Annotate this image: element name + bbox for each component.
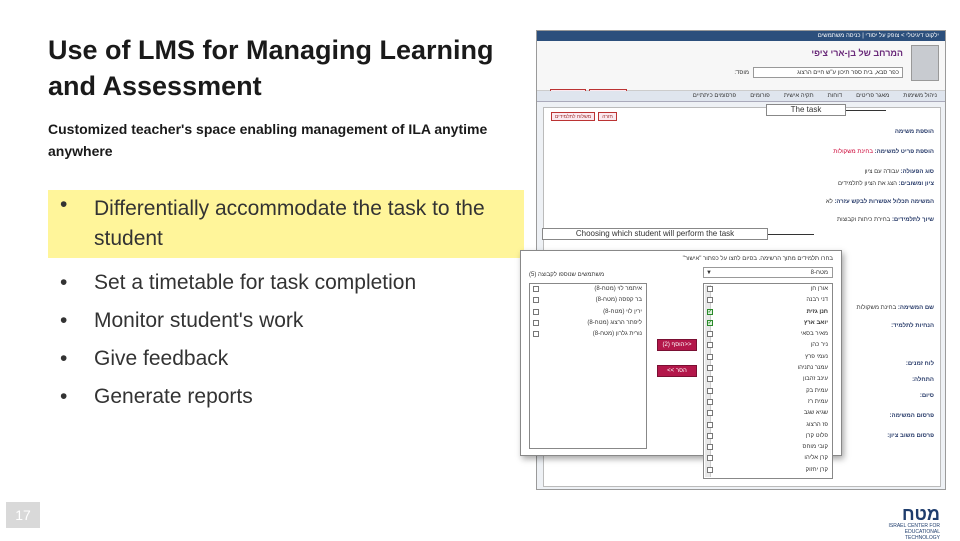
added-student-checkbox[interactable] xyxy=(533,320,539,326)
bullet-item: • Monitor student's work xyxy=(48,306,524,336)
institution-select[interactable]: כפר סבא, בית ספר תיכון ע"ש חיים הרצוג xyxy=(753,67,903,78)
form-row: ציון ומשובים: הצג את הציון לתלמידים xyxy=(838,181,934,187)
nav-item[interactable]: תקיה אישית xyxy=(783,93,814,99)
callout-task: The task xyxy=(766,104,846,116)
student-checkbox[interactable] xyxy=(707,399,713,405)
add-button[interactable]: הוסף (2)>> xyxy=(657,339,697,351)
student-checkbox[interactable] xyxy=(707,444,713,450)
form-row: הוספת משימה xyxy=(894,129,934,135)
student-checkbox[interactable] xyxy=(707,410,713,416)
student-name: עמית בק xyxy=(806,387,828,394)
student-name: שגיא שגב xyxy=(803,410,828,417)
dialog-hint: בחרו תלמידים מתוך הרשימה. בסיום לחצו על כפתור "אישור" xyxy=(682,256,833,262)
student-name: עינב זהבון xyxy=(803,376,828,383)
form-row: סוג הפעולה: עבודה עם ציון xyxy=(864,169,934,175)
student-item[interactable] xyxy=(704,307,832,318)
bullet-item: • Generate reports xyxy=(48,382,524,412)
student-name: פלוט קרן xyxy=(805,432,828,439)
group-dropdown[interactable]: מטח-8 ▼ xyxy=(703,267,833,278)
logo-mark: מטח xyxy=(901,504,940,524)
student-checkbox[interactable] xyxy=(707,388,713,394)
callout-choosing-line xyxy=(768,234,814,235)
app-topbar[interactable]: ילקוט דיגיטלי > צופק על יסודי | כניסה משתמשים xyxy=(537,31,945,41)
added-student-name: ירין לוי (מטח-8) xyxy=(603,308,642,315)
student-checkbox[interactable] xyxy=(707,331,713,337)
student-checkbox[interactable] xyxy=(707,365,713,371)
avatar xyxy=(911,45,939,81)
added-student-item[interactable] xyxy=(530,329,646,340)
student-item[interactable] xyxy=(704,408,832,419)
student-name: קובי מוחס xyxy=(802,444,828,451)
nav-item[interactable]: ניהול משימות xyxy=(903,93,937,99)
added-student-checkbox[interactable] xyxy=(533,331,539,337)
student-item[interactable] xyxy=(704,465,832,476)
space-title: המרחב של בן-ארי ציפי xyxy=(811,48,903,58)
added-student-name: נורית גלרון (מטח-8) xyxy=(592,331,642,338)
added-student-name: בר קפסה (מטח-8) xyxy=(595,297,642,304)
student-name: פז הרצוג xyxy=(806,421,828,428)
added-student-checkbox[interactable] xyxy=(533,309,539,315)
student-item[interactable] xyxy=(704,284,832,295)
nav-item[interactable]: פורומים xyxy=(750,93,770,99)
student-item[interactable] xyxy=(704,352,832,363)
student-list[interactable] xyxy=(703,283,833,479)
bullet-list xyxy=(48,190,524,420)
logo xyxy=(878,504,940,541)
bullet-item: • Give feedback xyxy=(48,344,524,374)
student-item[interactable] xyxy=(704,374,832,385)
student-item[interactable] xyxy=(704,329,832,340)
app-header xyxy=(537,41,945,91)
student-checkbox[interactable] xyxy=(707,354,713,360)
student-checkbox[interactable] xyxy=(707,455,713,461)
form-row: פרסום משוב ציון: xyxy=(887,433,934,439)
student-item[interactable] xyxy=(704,295,832,306)
institution-label: מוסד: xyxy=(734,70,749,76)
student-checkbox[interactable] xyxy=(707,376,713,382)
student-name: עמנר נתניהו xyxy=(797,365,828,372)
app-nav xyxy=(537,91,945,102)
added-list[interactable] xyxy=(529,283,647,449)
remove-button[interactable]: << הסר xyxy=(657,365,697,377)
form-row: סיום: xyxy=(919,393,934,399)
student-checkbox[interactable]: ✓ xyxy=(707,308,712,315)
bullet-item: • Differentially accommodate the task to the student xyxy=(48,190,524,258)
slide-subtitle: Customized teacher's space enabling management of ILA anytime anywhere xyxy=(48,121,488,159)
student-name: ניר כהן xyxy=(810,342,828,349)
form-row: שיוך לתלמידים: בחירת כיתות וקבוצות xyxy=(837,217,934,223)
nav-item[interactable]: פרסומים כיתתיים xyxy=(692,93,737,99)
added-student-checkbox[interactable] xyxy=(533,286,539,292)
student-item[interactable] xyxy=(704,386,832,397)
nav-item[interactable]: דוחות xyxy=(827,93,843,99)
student-name: אורן חן xyxy=(810,286,828,292)
student-checkbox[interactable] xyxy=(707,342,713,348)
callout-task-line xyxy=(846,110,886,111)
student-name: חנן גזית xyxy=(806,308,828,315)
student-name: קרן אליהו xyxy=(804,455,828,462)
form-row: פרסום המשימה: xyxy=(889,413,934,419)
added-student-item[interactable] xyxy=(530,284,646,295)
student-item[interactable] xyxy=(704,420,832,431)
form-buttons xyxy=(548,112,617,121)
student-checkbox[interactable] xyxy=(707,433,713,439)
student-item[interactable] xyxy=(704,453,832,464)
slide-title: Use of LMS for Managing Learning and Assessment xyxy=(48,35,494,101)
logo-tagline: ISRAEL CENTER FOR EDUCATIONAL TECHNOLOGY xyxy=(888,523,940,541)
student-name: יואב ארץ xyxy=(803,319,828,326)
student-name: קרן יחזוק xyxy=(805,466,828,473)
bullet-item: • Set a timetable for task completion xyxy=(48,268,524,298)
form-row: הוספת פריט למשימה: בחינת משקולות xyxy=(833,149,934,155)
student-checkbox[interactable] xyxy=(707,286,713,292)
slide-number: 17 xyxy=(6,502,40,528)
added-student-checkbox[interactable] xyxy=(533,297,539,303)
student-item[interactable] xyxy=(704,340,832,351)
student-item[interactable] xyxy=(704,397,832,408)
student-checkbox[interactable]: ✓ xyxy=(707,319,712,326)
form-row: לוח זמנים: xyxy=(905,361,934,367)
student-checkbox[interactable] xyxy=(707,422,713,428)
student-name: נעמי פרץ xyxy=(805,353,828,360)
chevron-down-icon: ▼ xyxy=(706,270,712,276)
form-row: המשימה תכלול אפשרות לבקש עזרה: לא xyxy=(825,199,934,205)
back-button[interactable]: חזרה xyxy=(598,112,617,121)
student-checkbox[interactable] xyxy=(707,467,713,473)
student-item[interactable] xyxy=(704,431,832,442)
student-item[interactable] xyxy=(704,318,832,329)
callout-choosing: Choosing which student will perform the task xyxy=(542,228,768,240)
student-checkbox[interactable] xyxy=(707,297,713,303)
student-name: עמית רז xyxy=(807,398,828,405)
added-student-name: איתמר לוי (מטח-8) xyxy=(594,286,642,292)
form-row: שם המשימה: בחינת משקולות xyxy=(856,305,934,311)
student-name: מאיר בסאי xyxy=(800,331,828,338)
send-to-students-button[interactable]: משלוח לתלמידים xyxy=(551,112,595,121)
form-row: הנחיות לתלמיד: xyxy=(891,323,934,329)
form-row: התחלה: xyxy=(912,377,934,383)
selected-header: משתמשים שנוספו לקבוצה (5) xyxy=(529,272,605,278)
student-name: דני רבנה xyxy=(806,297,828,304)
added-student-item[interactable] xyxy=(530,318,646,329)
student-select-dialog xyxy=(520,250,842,473)
added-student-item[interactable] xyxy=(530,295,646,306)
added-student-name: ליפתר הרצוג (מטח-8) xyxy=(587,319,642,326)
student-item[interactable] xyxy=(704,442,832,453)
added-student-item[interactable] xyxy=(530,307,646,318)
nav-item[interactable]: מאגר פריטים xyxy=(856,93,890,99)
student-item[interactable] xyxy=(704,363,832,374)
